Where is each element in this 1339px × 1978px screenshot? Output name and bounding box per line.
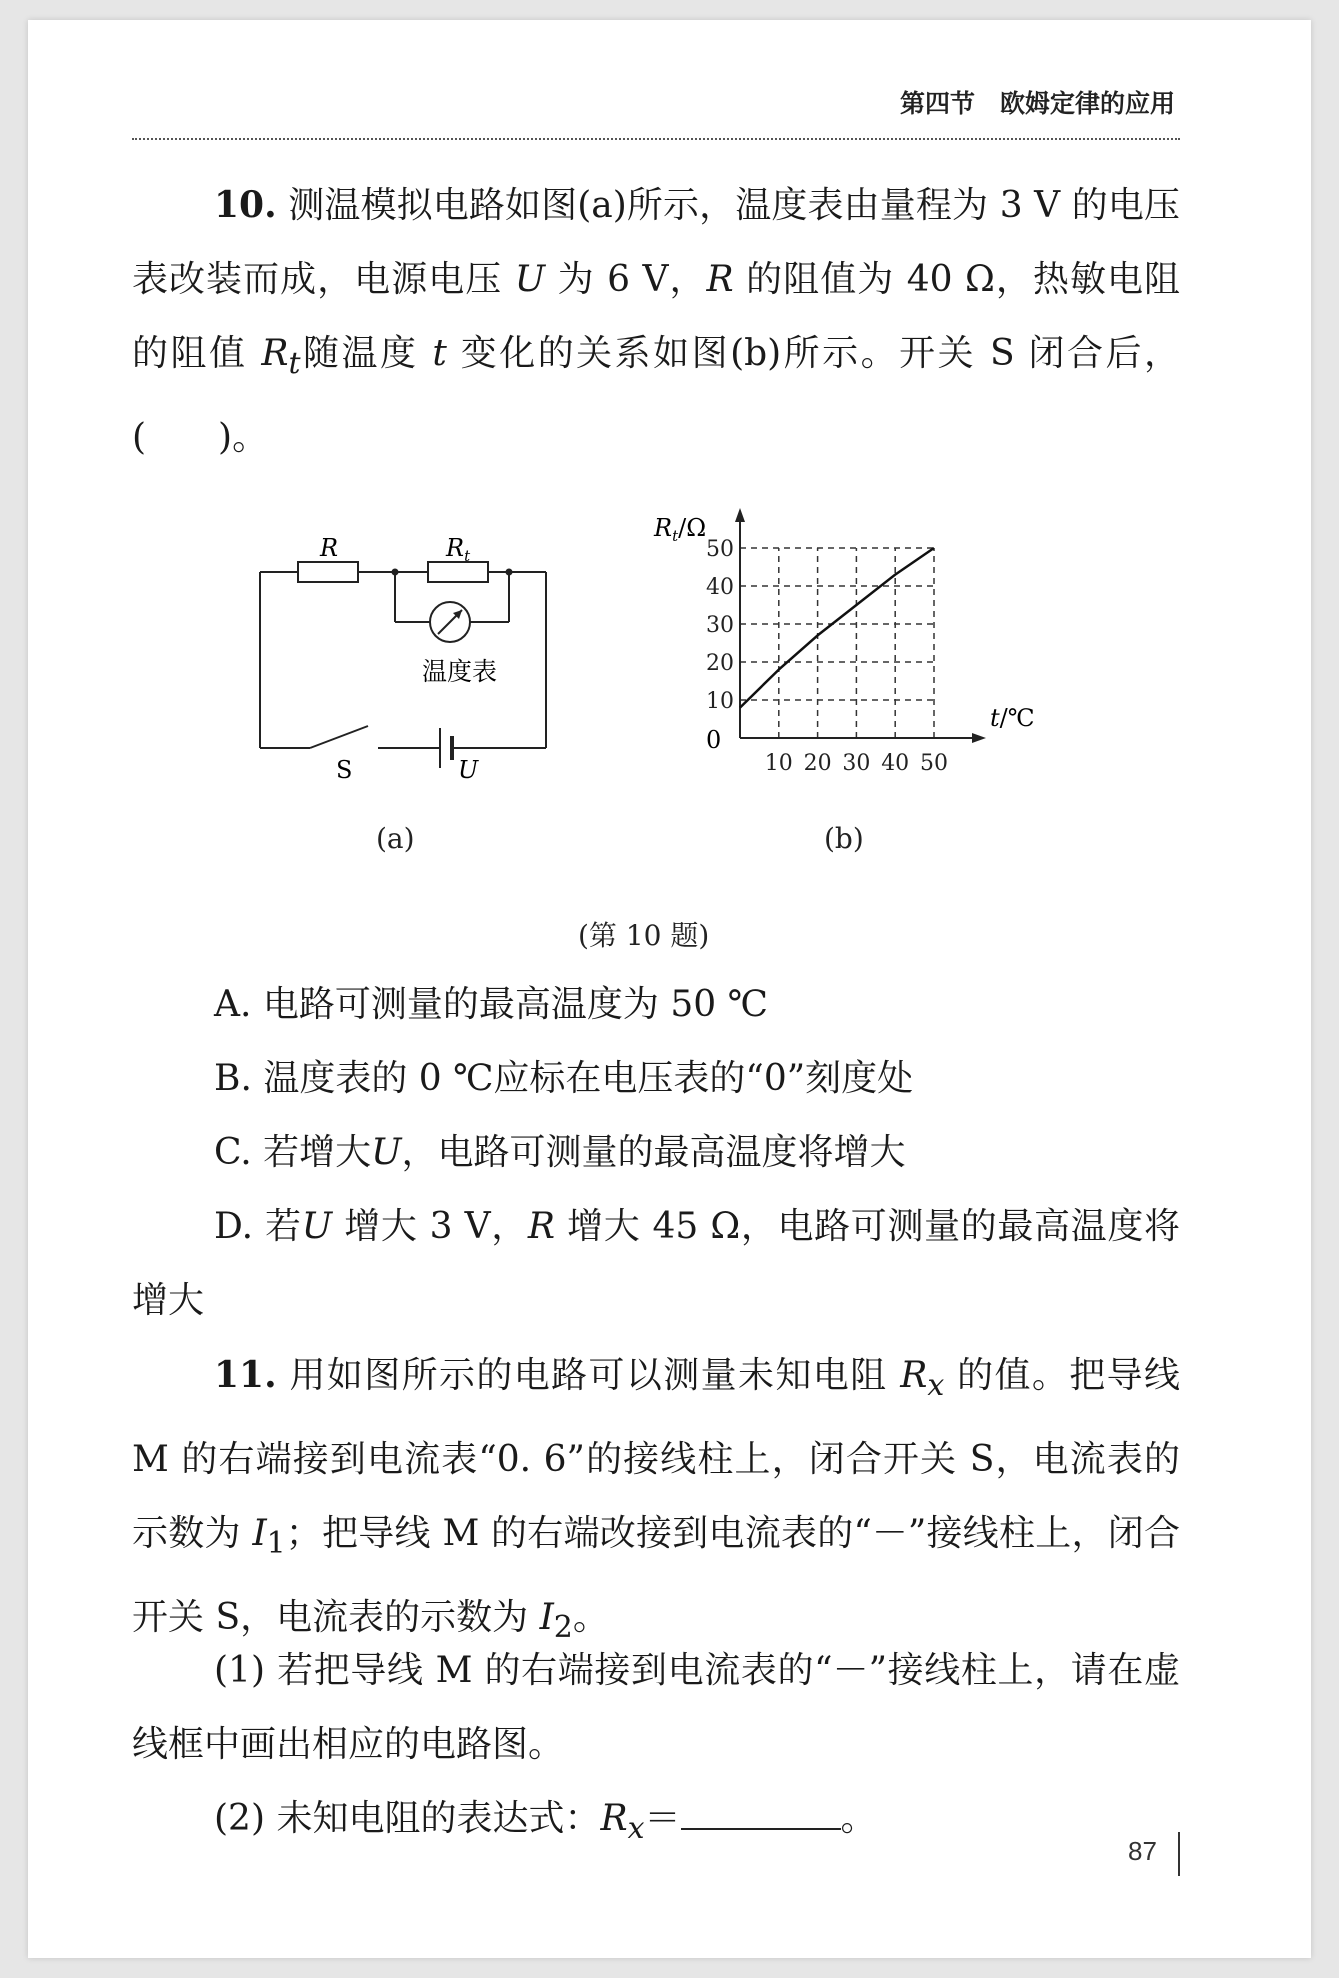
running-title: 第四节 欧姆定律的应用 (899, 89, 1175, 118)
q10-Rt-sub: t (288, 346, 301, 382)
q11-part2-eq: ＝ (644, 1798, 681, 1839)
q11-Rx: R (900, 1355, 928, 1396)
q11-I1-sub: 1 (266, 1526, 286, 1562)
q10-t: t (432, 333, 447, 374)
y-tick-label-40: 40 (706, 575, 734, 600)
q11-part2 (132, 1782, 1180, 1866)
option-A-text: 电路可测量的最高温度为 50 ℃ (251, 984, 768, 1025)
x-tick-label-40: 40 (881, 751, 910, 776)
option-D-text-2: 增大 3 V， (332, 1206, 528, 1247)
option-D-U: U (301, 1206, 333, 1247)
header-rule (132, 138, 1180, 140)
option-B (132, 1042, 1180, 1116)
option-D-text-3: 增大 45 Ω，电路可测量的最高温度将增大 (132, 1206, 1180, 1321)
x-tick-label-30: 30 (842, 751, 871, 776)
q11-I2: I (539, 1597, 554, 1639)
q10-U: U (514, 259, 546, 300)
q10-R: R (706, 259, 734, 300)
option-D (132, 1190, 1180, 1338)
q10-stem-5: 变化的关系如图(b)所示。开关 S 闭合后，( )。 (132, 333, 1180, 459)
q11-part2-R: R (600, 1798, 628, 1839)
q11-stem-1: 用如图所示的电路可以测量未知电阻 (276, 1355, 901, 1396)
q10-stem (132, 168, 1180, 475)
option-C-letter: C. (214, 1132, 252, 1173)
q10-number: 10. (214, 184, 277, 226)
option-C-U: U (371, 1132, 402, 1173)
series-line-Rt (740, 548, 934, 708)
q10-Rt: R (261, 333, 289, 374)
figure-b-chart (640, 500, 1070, 800)
q11-I2-sub: 2 (553, 1610, 573, 1646)
switch-S (310, 726, 368, 748)
option-D-text-1: 若 (253, 1206, 302, 1247)
q10-stem-3: 的阻值为 40 Ω，热敏电阻的阻值 (132, 259, 1180, 374)
label-S: S (336, 756, 353, 784)
option-C-text-2: ，电路可测量的最高温度将增大 (401, 1132, 906, 1173)
option-B-text: 温度表的 0 ℃应标在电压表的“0”刻度处 (251, 1058, 914, 1099)
junction-right (506, 569, 513, 576)
label-Rt: $R_t$ (446, 534, 471, 565)
page-number: 87 (1128, 1836, 1157, 1866)
label-R: R (320, 534, 339, 562)
caption-b: (b) (824, 822, 864, 855)
q11-I1: I (252, 1513, 267, 1555)
page-number-bar (1178, 1832, 1180, 1876)
q11-stem-4: 。 (572, 1597, 609, 1639)
q11-part2-sub: x (627, 1811, 645, 1847)
chart-y-label: $R_t/\Omega$ (654, 514, 707, 545)
q11-Rx-sub: x (927, 1368, 945, 1404)
label-meter: 温度表 (422, 657, 498, 686)
q10-stem-4: 随温度 (300, 333, 433, 374)
figure-a-circuit (250, 520, 560, 790)
x-axis-arrow (972, 733, 986, 743)
q10-stem-2: 为 6 V， (545, 259, 707, 300)
q11-part2-text: (2) 未知电阻的表达式： (214, 1798, 601, 1839)
y-tick-label-10: 10 (706, 689, 734, 714)
x-tick-label-20: 20 (803, 751, 832, 776)
option-C-text-1: 若增大 (251, 1132, 372, 1173)
option-D-letter: D. (214, 1206, 254, 1247)
q11-stem-2: 的值。把导线 M 的右端接到电流表“0. 6”的接线柱上，闭合开关 S，电流表的示数为 (132, 1355, 1181, 1555)
resistor-Rt (428, 562, 488, 582)
q11-stem (132, 1338, 1180, 1666)
y-tick-label-50: 50 (706, 537, 734, 562)
y-tick-label-30: 30 (706, 613, 734, 638)
option-A-letter: A. (214, 984, 252, 1025)
chart-x-label: t/℃ (990, 704, 1035, 732)
figure-caption: (第 10 题) (578, 919, 710, 952)
x-tick-label-10: 10 (764, 751, 793, 776)
q11-part2-end: 。 (840, 1798, 877, 1839)
answer-blank[interactable] (681, 1798, 841, 1830)
option-D-R: R (527, 1206, 555, 1247)
y-tick-label-20: 20 (706, 651, 734, 676)
x-tick-label-50: 50 (920, 751, 948, 776)
q11-stem-3: ；把导线 M 的右端改接到电流表的“－”接线柱上，闭合开关 S，电流表的示数为 (132, 1513, 1180, 1639)
option-B-letter: B. (214, 1058, 252, 1099)
y-axis-arrow (735, 508, 745, 522)
resistor-R (298, 562, 358, 582)
junction-left (392, 569, 399, 576)
option-A (132, 968, 1180, 1042)
label-U: U (458, 756, 479, 784)
option-C (132, 1116, 1180, 1190)
caption-a: (a) (376, 822, 415, 855)
q11-number: 11. (214, 1354, 277, 1396)
chart-origin: 0 (706, 726, 722, 754)
q11-part1: (1) 若把导线 M 的右端接到电流表的“－”接线柱上，请在虚线框中画出相应的电路图。 (132, 1650, 1180, 1765)
q10-stem-1: 测温模拟电路如图(a)所示，温度表由量程为 3 V 的电压表改装而成，电源电压 (132, 185, 1180, 300)
